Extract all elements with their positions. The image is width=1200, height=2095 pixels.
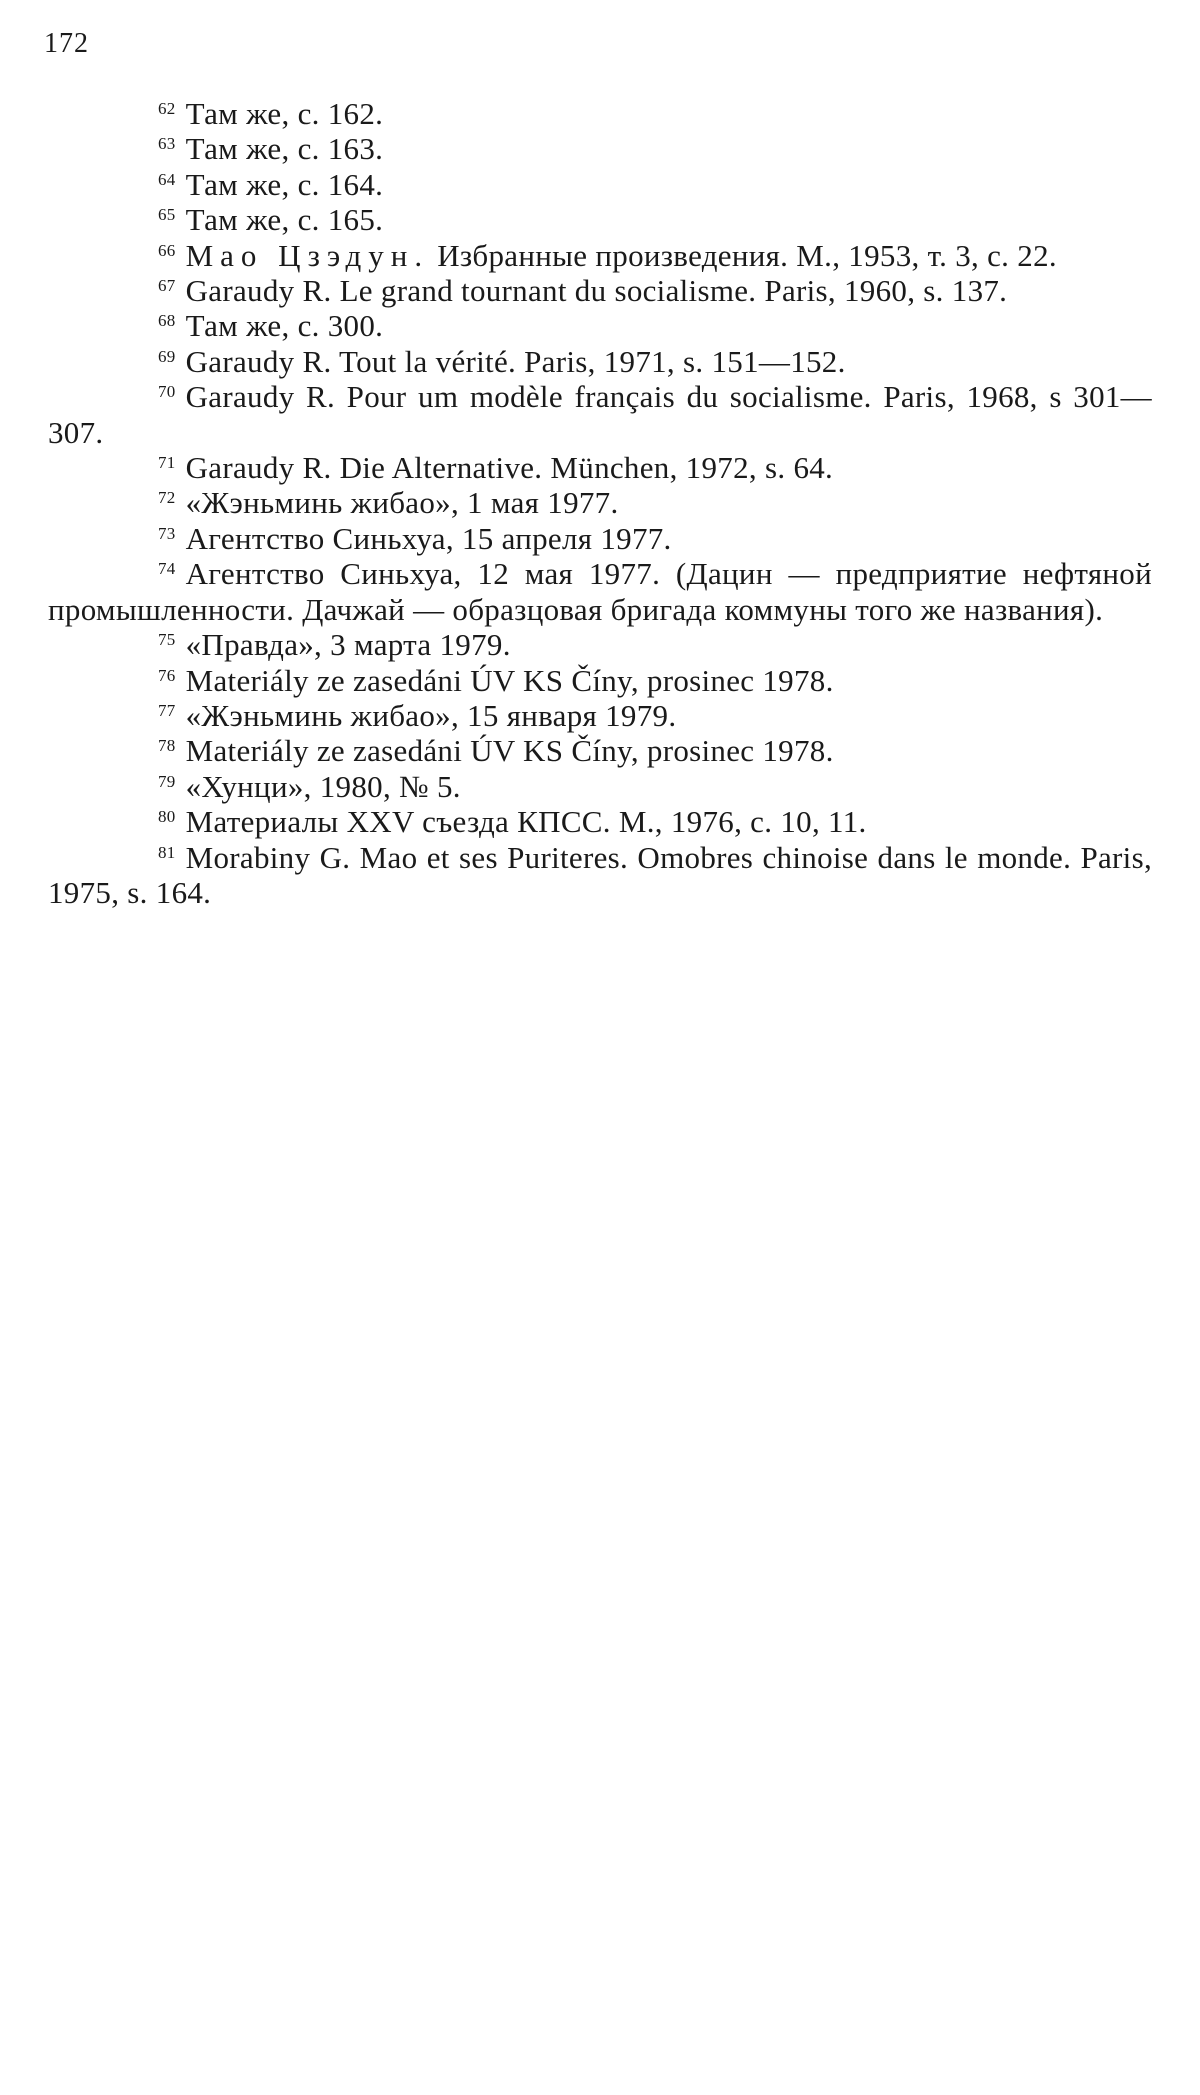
footnote-text: Garaudy R. Pour um modèle français du socialisme. Paris, 1968, s 301—307. — [48, 379, 1152, 450]
footnote-74 — [48, 556, 1152, 627]
footnote-71 — [48, 450, 1152, 485]
footnote-text: Там же, с. 165. — [185, 202, 384, 238]
footnote-number: 80 — [158, 807, 176, 827]
footnote-text: Materiály ze zasedáni ÚV KS Číny, prosinec 1978. — [185, 733, 834, 769]
footnote-number: 63 — [158, 134, 176, 154]
footnote-69 — [48, 344, 1152, 379]
footnote-number: 72 — [158, 488, 176, 508]
footnote-64 — [48, 167, 1152, 202]
footnote-text: Избранные произведения. М., 1953, т. 3, с. 22. — [437, 237, 1057, 273]
footnote-number: 74 — [158, 559, 176, 579]
footnote-text: Там же, с. 164. — [185, 166, 384, 202]
footnote-65 — [48, 202, 1152, 237]
footnote-number: 65 — [158, 205, 176, 225]
footnote-67 — [48, 273, 1152, 308]
footnote-number: 70 — [158, 382, 176, 402]
footnote-number: 76 — [158, 665, 176, 685]
footnote-63 — [48, 131, 1152, 166]
footnote-text: Garaudy R. Die Alternative. München, 1972, s. 64. — [185, 450, 834, 486]
footnote-text: «Жэньминь жибао», 15 января 1979. — [185, 697, 677, 733]
footnote-81 — [48, 840, 1152, 911]
footnote-number: 71 — [158, 453, 176, 473]
footnote-72 — [48, 485, 1152, 520]
footnote-number: 81 — [158, 842, 176, 862]
footnotes-list — [48, 96, 1152, 910]
footnote-77 — [48, 698, 1152, 733]
footnote-text: Там же, с. 163. — [185, 131, 384, 167]
footnote-number: 79 — [158, 771, 176, 791]
footnote-66 — [48, 238, 1152, 273]
footnote-text: Garaudy R. Le grand tournant du socialisme. Paris, 1960, s. 137. — [185, 273, 1008, 309]
footnote-text: «Правда», 3 марта 1979. — [185, 627, 511, 663]
footnote-text: Materiály ze zasedáni ÚV KS Číny, prosinec 1978. — [185, 662, 834, 698]
page-number: 172 — [44, 28, 89, 59]
footnote-number: 77 — [158, 700, 176, 720]
footnote-number: 67 — [158, 276, 176, 296]
footnote-70 — [48, 379, 1152, 450]
footnote-76 — [48, 663, 1152, 698]
footnote-text: Morabiny G. Mao et ses Puriteres. Omobres chinoise dans le monde. Paris, 1975, s. 164. — [48, 839, 1152, 910]
footnote-text: Агентство Синьхуа, 12 мая 1977. (Дацин — предприятие нефтяной промышленности. Дачжай — образцовая бригада коммуны того же названия). — [48, 556, 1152, 627]
footnote-73 — [48, 521, 1152, 556]
footnote-80 — [48, 804, 1152, 839]
footnote-author: Мао Цзэдун. — [185, 237, 430, 273]
footnote-62 — [48, 96, 1152, 131]
footnote-text: Там же, с. 300. — [185, 308, 384, 344]
footnote-number: 66 — [158, 240, 176, 260]
footnote-number: 64 — [158, 169, 176, 189]
footnote-79 — [48, 769, 1152, 804]
footnote-number: 78 — [158, 736, 176, 756]
footnote-68 — [48, 308, 1152, 343]
footnote-text: Агентство Синьхуа, 15 апреля 1977. — [185, 520, 672, 556]
footnote-number: 68 — [158, 311, 176, 331]
footnote-number: 62 — [158, 99, 176, 118]
footnote-text: Там же, с. 162. — [185, 96, 384, 131]
footnote-78 — [48, 733, 1152, 768]
footnote-text: Garaudy R. Tout la vérité. Paris, 1971, s. 151—152. — [185, 343, 846, 379]
footnote-number: 69 — [158, 346, 176, 366]
footnote-number: 73 — [158, 523, 176, 543]
footnote-75 — [48, 627, 1152, 662]
footnote-text: «Жэньминь жибао», 1 мая 1977. — [185, 485, 619, 521]
footnote-number: 75 — [158, 630, 176, 650]
footnote-text: Материалы XXV съезда КПСС. М., 1976, с. 10, 11. — [185, 804, 867, 840]
footnote-text: «Хунци», 1980, № 5. — [185, 768, 461, 804]
